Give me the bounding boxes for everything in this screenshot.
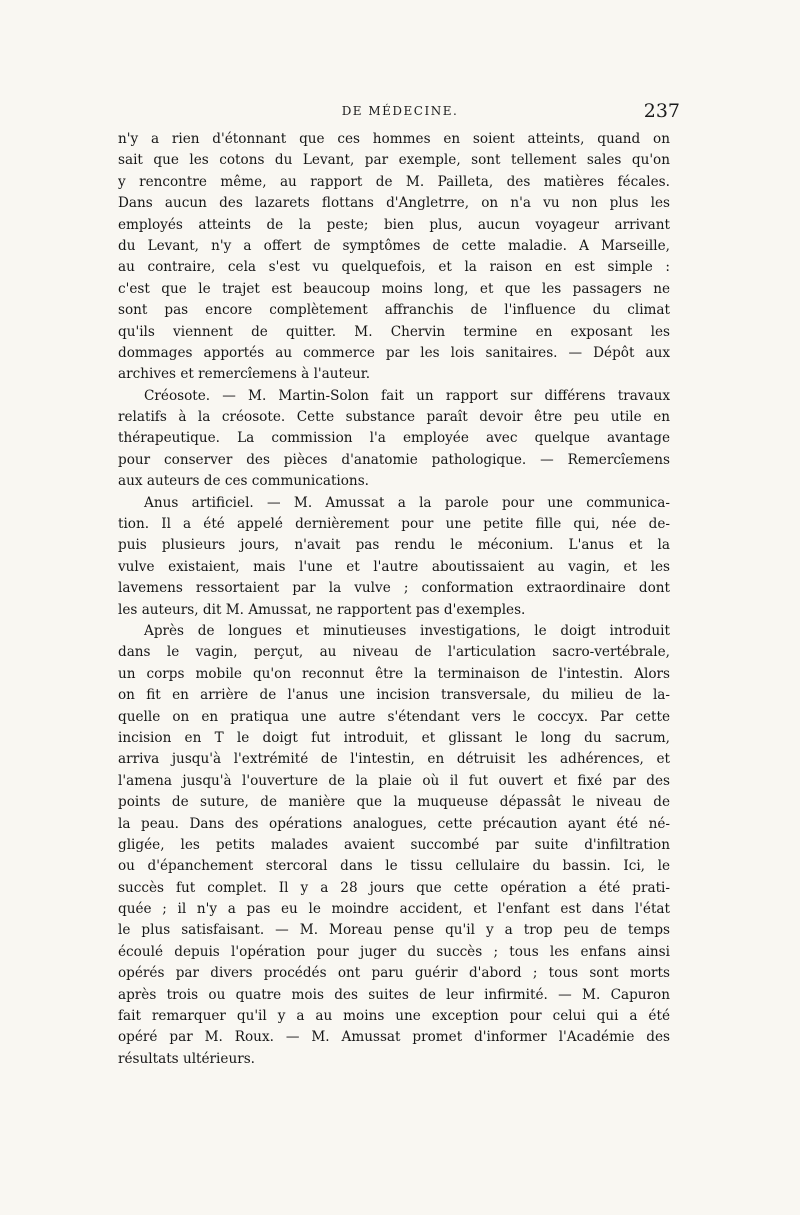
text-line: succès fut complet. Il y a 28 jours que cette opération a été prati- xyxy=(118,879,670,896)
text-line: lavemens ressortaient par la vulve ; conformation extraordinaire dont xyxy=(118,580,670,597)
text-line: relatifs à la créosote. Cette substance paraît devoir être peu utile en xyxy=(118,409,670,426)
text-line: au contraire, cela s'est vu quelquefois, et la raison en est simple : xyxy=(118,259,670,276)
text-line: archives et remercîemens à l'auteur. xyxy=(118,366,371,383)
text-line: thérapeutique. La commission l'a employée avec quelque avantage xyxy=(118,430,670,447)
text-line: puis plusieurs jours, n'avait pas rendu le méconium. L'anus et la xyxy=(118,537,670,554)
text-line: fait remarquer qu'il y a au moins une exception pour celui qui a été xyxy=(118,1008,670,1025)
text-line: pour conserver des pièces d'anatomie pathologique. — Remercîemens xyxy=(118,451,670,468)
text-line: résultats ultérieurs. xyxy=(118,1050,255,1067)
text-line: après trois ou quatre mois des suites de leur infirmité. — M. Capuron xyxy=(118,986,670,1003)
text-line: on fit en arrière de l'anus une incision transversale, du milieu de la- xyxy=(118,687,670,704)
paragraph-creosote: Créosote. — M. Martin-Solon fait un rapport sur différens travaux xyxy=(144,387,670,404)
text-line: n'y a rien d'étonnant que ces hommes en soient atteints, quand on xyxy=(118,131,670,147)
text-line: qu'ils viennent de quitter. M. Chervin termine en exposant les xyxy=(118,323,670,340)
text-line: points de suture, de manière que la muqueuse dépassât le niveau de xyxy=(118,794,670,811)
text-line: les auteurs, dit M. Amussat, ne rapportent pas d'exemples. xyxy=(118,601,526,618)
page-header xyxy=(120,100,680,124)
text-line: du Levant, n'y a offert de symptômes de cette maladie. A Marseille, xyxy=(118,237,670,254)
text-line: tion. Il a été appelé dernièrement pour une petite fille qui, née de- xyxy=(118,516,670,533)
text-line: dans le vagin, perçut, au niveau de l'articulation sacro-vertébrale, xyxy=(118,644,670,661)
paragraph-anus-artificiel: Anus artificiel. — M. Amussat a la parole pour une communica- xyxy=(144,494,670,511)
text-line: y rencontre même, au rapport de M. Pailleta, des matières fécales. xyxy=(118,173,670,190)
text-line: opérés par divers procédés ont paru guérir d'abord ; tous sont morts xyxy=(118,965,670,982)
text-line: vulve existaient, mais l'une et l'autre aboutissaient au vagin, et les xyxy=(118,558,670,575)
running-head: DE MÉDECINE. xyxy=(341,104,459,118)
text-line: gligée, les petits malades avaient succombé par suite d'infiltration xyxy=(118,836,670,853)
text-line: quelle on en pratiqua une autre s'étendant vers le coccyx. Par cette xyxy=(118,708,670,725)
text-line: employés atteints de la peste; bien plus, aucun voyageur arrivant xyxy=(118,216,670,233)
text-line: aux auteurs de ces communications. xyxy=(118,473,369,490)
text-line: incision en T le doigt fut introduit, et glissant le long du sacrum, xyxy=(118,729,670,746)
text-line: le plus satisfaisant. — M. Moreau pense qu'il y a trop peu de temps xyxy=(118,922,670,939)
text-line: un corps mobile qu'on reconnut être la terminaison de l'intestin. Alors xyxy=(118,665,670,682)
text-line: la peau. Dans des opérations analogues, cette précaution ayant été né- xyxy=(118,815,670,832)
text-line: sont pas encore complètement affranchis de l'influence du climat xyxy=(118,302,670,319)
text-line: écoulé depuis l'opération pour juger du succès ; tous les enfans ainsi xyxy=(118,943,670,960)
text-line: arriva jusqu'à l'extrémité de l'intestin, en détruisit les adhérences, et xyxy=(118,751,670,768)
text-line: Dans aucun des lazarets flottans d'Angletrre, on n'a vu non plus les xyxy=(118,195,670,212)
text-line: ou d'épanchement stercoral dans le tissu cellulaire du bassin. Ici, le xyxy=(118,858,670,875)
text-line: opéré par M. Roux. — M. Amussat promet d'informer l'Académie des xyxy=(118,1029,670,1046)
text-line: l'amena jusqu'à l'ouverture de la plaie où il fut ouvert et fixé par des xyxy=(118,772,670,789)
text-line: sait que les cotons du Levant, par exemple, sont tellement sales qu'on xyxy=(118,152,670,169)
paragraph-apres: Après de longues et minutieuses investigations, le doigt introduit xyxy=(144,622,670,639)
text-line: c'est que le trajet est beaucoup moins long, et que les passagers ne xyxy=(118,280,670,297)
page-number: 237 xyxy=(643,100,680,122)
text-line: dommages apportés au commerce par les lois sanitaires. — Dépôt aux xyxy=(118,344,670,361)
text-line: quée ; il n'y a pas eu le moindre accident, et l'enfant est dans l'état xyxy=(118,901,670,918)
body-text xyxy=(118,129,670,1070)
